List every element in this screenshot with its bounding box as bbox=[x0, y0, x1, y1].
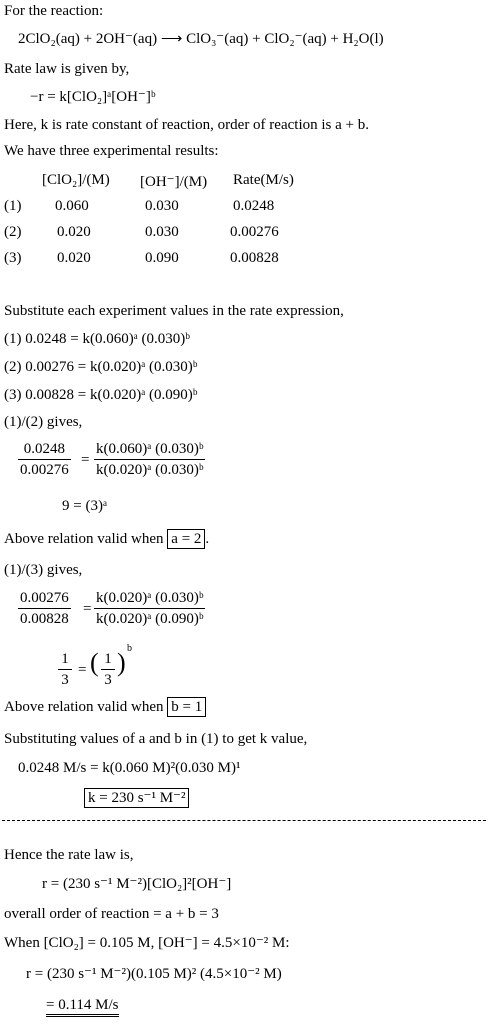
fraction-denominator: 3 bbox=[61, 672, 69, 688]
ratio2-right-fraction bbox=[94, 589, 205, 628]
fraction-numerator: 1 bbox=[101, 650, 115, 670]
rate-calculation: r = (230 s⁻¹ M⁻²)(0.105 M)² (4.5×10⁻² M) bbox=[26, 966, 282, 982]
valid-a-line: Above relation valid when a = 2 . bbox=[4, 531, 210, 547]
final-answer-line bbox=[46, 996, 119, 1014]
substitute-text: Substitute each experiment values in the rate expression, bbox=[4, 303, 344, 319]
fraction-denominator: 3 bbox=[104, 672, 112, 688]
overall-order: overall order of reaction = a + b = 3 bbox=[4, 906, 219, 922]
k-result-line bbox=[84, 789, 189, 807]
when-text: When [ClO₂] = 0.105 M, [OH⁻] = 4.5×10⁻² M: bbox=[4, 935, 290, 951]
ratio1-right-fraction bbox=[94, 440, 205, 479]
ratio2-left-fraction bbox=[18, 589, 71, 628]
row-oh: 0.030 bbox=[145, 224, 179, 240]
reaction-equation: 2ClO₂(aq) + 2OH⁻(aq) ⟶ ClO₃⁻(aq) + ClO₂⁻(aq) + H₂O(l) bbox=[18, 31, 384, 47]
fraction-numerator: k(0.020)ᵃ (0.030)ᵇ bbox=[94, 589, 205, 609]
header-rate: Rate(M/s) bbox=[233, 172, 294, 188]
b-value-box: b = 1 bbox=[167, 697, 206, 717]
fraction-numerator: 0.00276 bbox=[18, 589, 71, 609]
row-clo2: 0.060 bbox=[55, 198, 89, 214]
row-label: (2) bbox=[4, 224, 22, 240]
fraction-numerator: k(0.060)ᵃ (0.030)ᵇ bbox=[94, 440, 205, 460]
header-clo2: [ClO₂]/(M) bbox=[42, 172, 110, 188]
equals-sign: = bbox=[83, 601, 92, 617]
k-result-box: k = 230 s⁻¹ M⁻² bbox=[84, 788, 189, 808]
reaction-label: For the reaction: bbox=[4, 3, 104, 19]
ratio1-result: 9 = (3)ᵃ bbox=[62, 498, 108, 514]
dashed-divider bbox=[2, 820, 486, 821]
final-rate-law: r = (230 s⁻¹ M⁻²)[ClO₂]²[OH⁻] bbox=[42, 876, 232, 892]
header-oh: [OH⁻]/(M) bbox=[140, 174, 208, 190]
result-fraction bbox=[58, 650, 72, 689]
row-label: (3) bbox=[4, 250, 22, 266]
row-clo2: 0.020 bbox=[57, 224, 91, 240]
valid-a-text: Above relation valid when bbox=[4, 531, 164, 547]
experiment-equation: (2) 0.00276 = k(0.020)ᵃ (0.030)ᵇ bbox=[4, 359, 198, 375]
row-label: (1) bbox=[4, 198, 22, 214]
fraction-denominator: 0.00276 bbox=[20, 462, 69, 478]
ratio2-label: (1)/(3) gives, bbox=[4, 562, 83, 578]
fraction-numerator: 0.0248 bbox=[18, 440, 71, 460]
equals-sign: = bbox=[78, 662, 87, 678]
row-rate: 0.00276 bbox=[230, 224, 279, 240]
ratio1-left-fraction bbox=[18, 440, 71, 479]
fraction-denominator: k(0.020)ᵃ (0.090)ᵇ bbox=[96, 611, 204, 627]
rate-law-label: Rate law is given by, bbox=[4, 61, 130, 77]
rate-law-expression: −r = k[ClO₂]ᵃ[OH⁻]ᵇ bbox=[30, 89, 156, 105]
experiment-equation: (3) 0.00828 = k(0.020)ᵃ (0.090)ᵇ bbox=[4, 387, 198, 403]
row-rate: 0.0248 bbox=[233, 198, 275, 214]
valid-b-line bbox=[4, 698, 206, 716]
row-oh: 0.090 bbox=[145, 250, 179, 266]
experiment-equation: (1) 0.0248 = k(0.060)ᵃ (0.030)ᵇ bbox=[4, 331, 190, 347]
equals-sign: = bbox=[81, 452, 90, 468]
final-answer: = 0.114 M/s bbox=[46, 997, 119, 1017]
left-paren: ( bbox=[90, 648, 99, 677]
valid-b-text: Above relation valid when bbox=[4, 699, 164, 715]
ratio1-label: (1)/(2) gives, bbox=[4, 414, 83, 430]
experiments-intro: We have three experimental results: bbox=[4, 143, 219, 159]
result-fraction-paren bbox=[101, 650, 115, 689]
right-paren: ) bbox=[117, 648, 126, 677]
fraction-denominator: k(0.020)ᵃ (0.030)ᵇ bbox=[96, 462, 204, 478]
exponent-b: b bbox=[127, 643, 132, 654]
row-oh: 0.030 bbox=[145, 198, 179, 214]
fraction-numerator: 1 bbox=[58, 650, 72, 670]
hence-text: Hence the rate law is, bbox=[4, 847, 134, 863]
k-equation: 0.0248 M/s = k(0.060 M)²(0.030 M)¹ bbox=[18, 760, 241, 776]
a-value-box: a = 2 bbox=[167, 529, 205, 549]
here-text: Here, k is rate constant of reaction, order of reaction is a + b. bbox=[4, 117, 369, 133]
substitute-k-text: Substituting values of a and b in (1) to get k value, bbox=[4, 731, 308, 747]
fraction-denominator: 0.00828 bbox=[20, 611, 69, 627]
row-clo2: 0.020 bbox=[57, 250, 91, 266]
row-rate: 0.00828 bbox=[230, 250, 279, 266]
